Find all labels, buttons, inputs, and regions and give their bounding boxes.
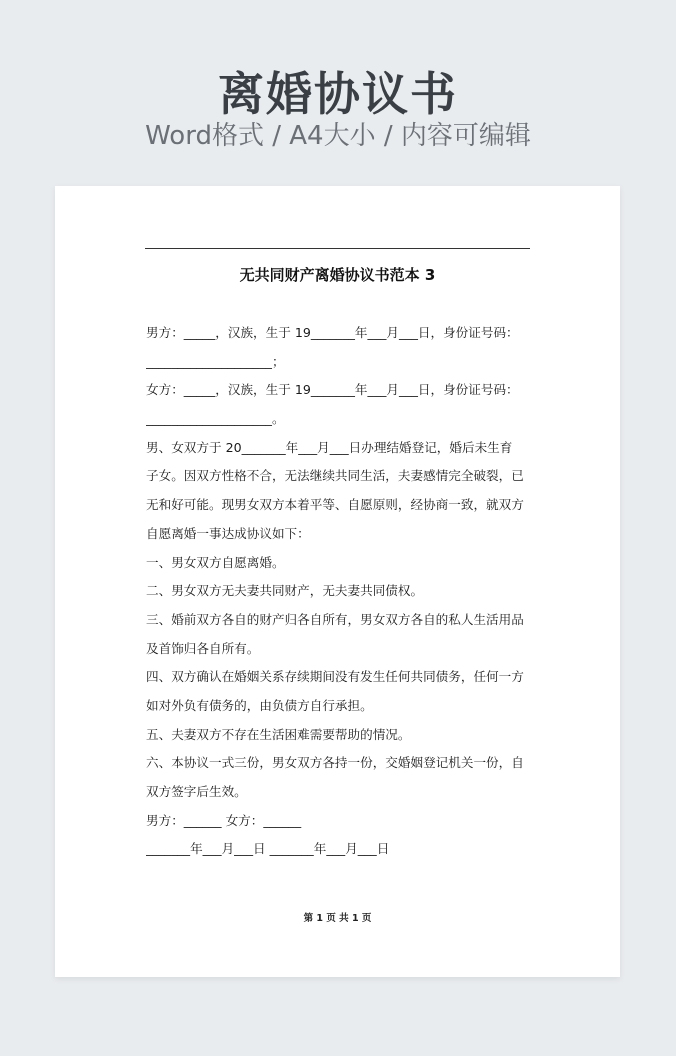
document-title: 无共同财产离婚协议书范本 3 <box>239 266 436 284</box>
clause-6-cont: 双方签字后生效。 <box>146 784 247 799</box>
clause-4: 四、双方确认在婚姻关系存续期间没有发生任何共同债务，任何一方 <box>146 669 524 685</box>
body-line-female-id: ____________________。 <box>146 411 285 427</box>
header-rule <box>145 248 530 249</box>
clause-3-cont: 及首饰归各自所有。 <box>146 640 260 656</box>
signature-line: 男方：______ 女方：______ <box>146 812 302 828</box>
date-line: _______年___月___日 _______年___月___日 <box>146 841 390 857</box>
body-line-male-party: 男方：_____，汉族，生于 19_______年___月___日，身份证号码： <box>146 325 519 340</box>
body-line-male-id: ____________________； <box>146 353 285 369</box>
clause-1: 一、男女双方自愿离婚。 <box>146 554 285 570</box>
body-line: 男、女双方于 20_______年___月___日办理结婚登记，婚后未生育 <box>146 439 513 455</box>
page-subtitle: Word格式 / A4大小 / 内容可编辑 <box>145 121 531 151</box>
body-line: 自愿离婚一事达成协议如下： <box>146 525 310 541</box>
page-number: 第 1 页 共 1 页 <box>303 913 372 924</box>
clause-3: 三、婚前双方各自的财产归各自所有，男女双方各自的私人生活用品 <box>146 611 524 627</box>
clause-2: 二、男女双方无夫妻共同财产，无夫妻共同债权。 <box>146 583 424 599</box>
body-line: 无和好可能。现男女双方本着平等、自愿原则，经协商一致，就双方 <box>146 497 524 513</box>
page-title: 离婚协议书 <box>218 67 458 121</box>
body-line: 子女。因双方性格不合，无法继续共同生活，夫妻感情完全破裂，已 <box>146 468 524 484</box>
document-page <box>55 186 620 977</box>
clause-4-cont: 如对外负有债务的，由负债方自行承担。 <box>146 697 373 713</box>
document-body <box>146 319 532 864</box>
clause-5: 五、夫妻双方不存在生活困难需要帮助的情况。 <box>146 726 411 742</box>
body-line-female-party: 女方：_____，汉族，生于 19_______年___月___日，身份证号码： <box>146 382 519 398</box>
clause-6: 六、本协议一式三份，男女双方各持一份，交婚姻登记机关一份，自 <box>146 755 524 771</box>
